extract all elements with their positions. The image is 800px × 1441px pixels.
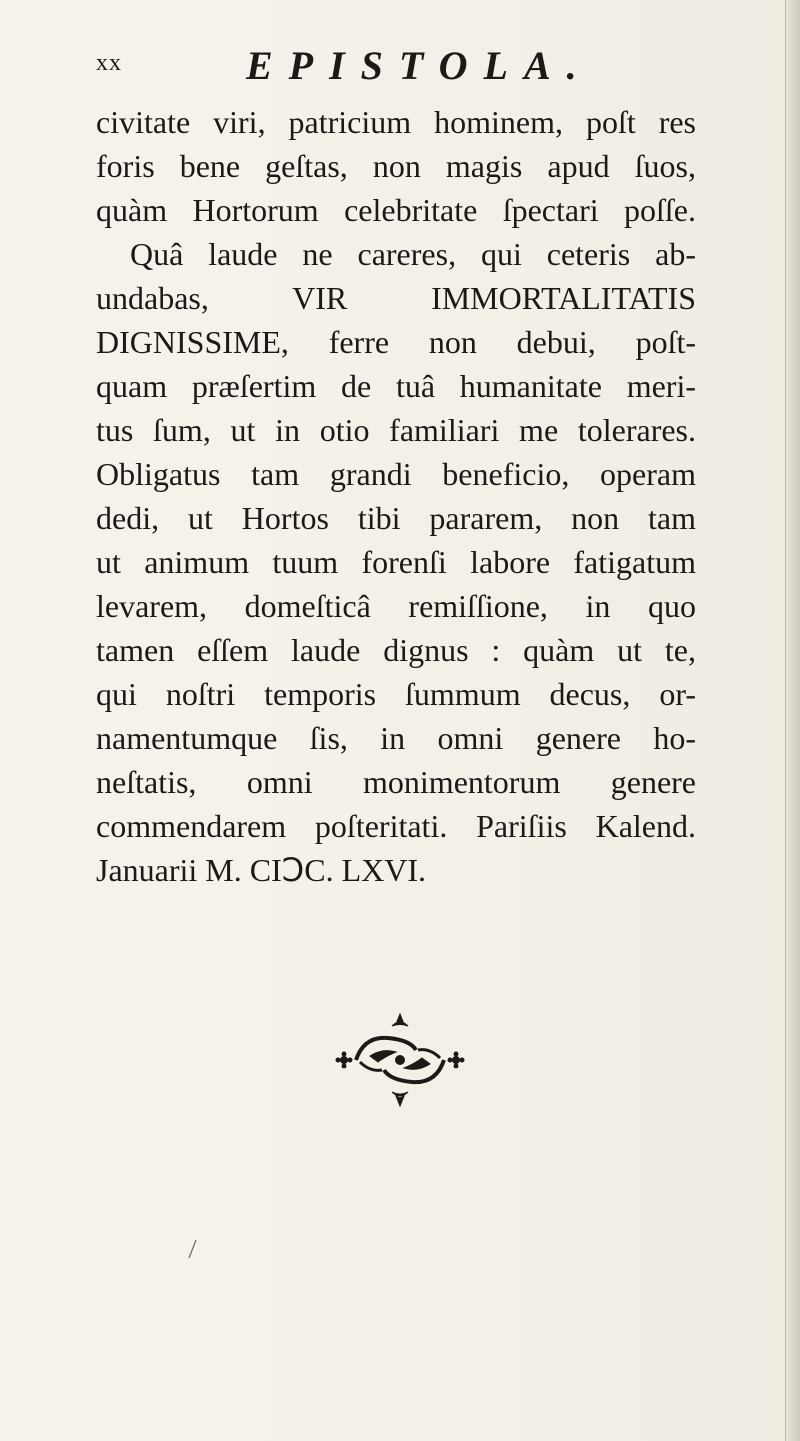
text-line: tus ſum, ut in otio familiari me tolerares. bbox=[96, 412, 696, 448]
text-line: tamen eſſem laude dignus : quàm ut te, bbox=[96, 632, 696, 668]
fleuron-ornament-icon bbox=[330, 1010, 470, 1110]
text-line: quàm Hortorum celebritate ſpectari poſſe. bbox=[96, 192, 696, 228]
text-line: foris bene geſtas, non magis apud ſuos, bbox=[96, 148, 696, 184]
text-line: neſtatis, omni monimentorum genere bbox=[96, 764, 696, 800]
text-line: undabas, VIR IMMORTALITATIS bbox=[96, 280, 696, 316]
text-line: levarem, domeſticâ remiſſione, in quo bbox=[96, 588, 696, 624]
text-line: qui noſtri temporis ſummum decus, or- bbox=[96, 676, 696, 712]
text-line: Obligatus tam grandi beneficio, operam bbox=[96, 456, 696, 492]
page-number: xx bbox=[96, 50, 122, 76]
page-edge bbox=[785, 0, 800, 1441]
text-line: namentumque ſis, in omni genere ho- bbox=[96, 720, 696, 756]
running-title: EPISTOLA. bbox=[246, 43, 593, 88]
text-line: Quâ laude ne careres, qui ceteris ab- bbox=[130, 236, 696, 272]
text-line: DIGNISSIME, ferre non debui, poſt- bbox=[96, 324, 696, 360]
text-line-last: Januarii M. CIↃC. LXVI. bbox=[96, 852, 427, 888]
text-line: ut animum tuum forenſi labore fatigatum bbox=[96, 544, 696, 580]
letter-body bbox=[96, 100, 696, 892]
stray-mark bbox=[186, 1238, 198, 1260]
text-line: dedi, ut Hortos tibi pararem, non tam bbox=[96, 500, 696, 536]
text-line: quam præſertim de tuâ humanitate meri- bbox=[96, 368, 696, 404]
text-line: commendarem poſteritati. Pariſiis Kalend. bbox=[96, 808, 696, 844]
page-header bbox=[96, 42, 656, 88]
text-line: civitate viri, patricium hominem, poſt res bbox=[96, 104, 696, 140]
